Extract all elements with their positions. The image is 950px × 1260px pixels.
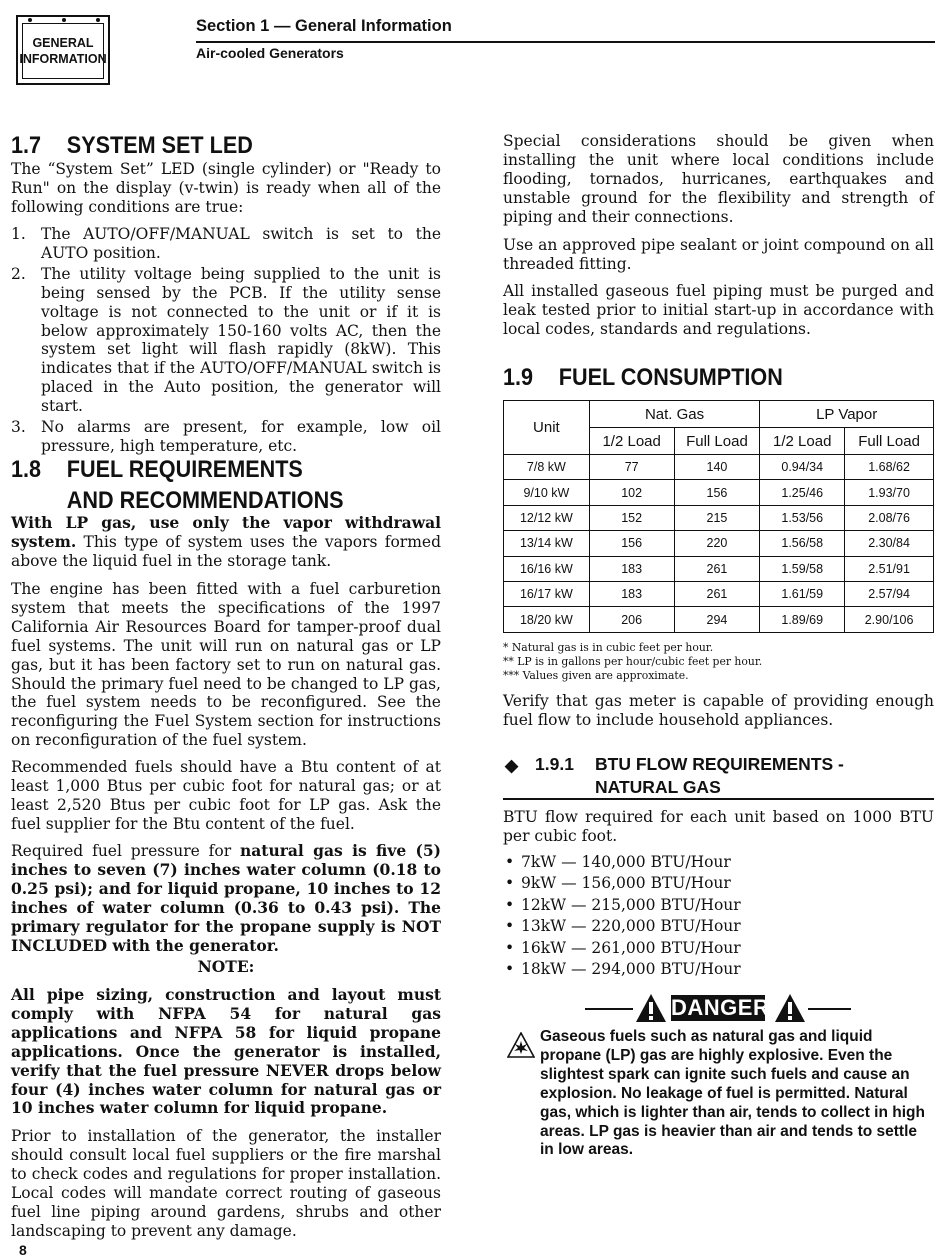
lp-vapor-bold: With LP gas, use only the vapor withdrawal system. bbox=[11, 513, 441, 551]
lp-vapor-header: LP Vapor bbox=[760, 401, 934, 428]
table-cell: 18/20 kW bbox=[504, 607, 590, 632]
heading-number: 1.8 bbox=[11, 456, 42, 483]
heading-number: 1.9 bbox=[503, 364, 534, 391]
special-considerations-paragraph: Special considerations should be given when installing the unit where local conditions include flooding, tornados, hurricanes, earthquakes and unstable ground for the flexibility and strength of piping and their connections. bbox=[503, 132, 934, 226]
table-cell: 102 bbox=[589, 480, 674, 505]
table-cell: 261 bbox=[674, 581, 760, 606]
lp-half-load-header: 1/2 Load bbox=[760, 428, 845, 455]
section-subtitle: Air-cooled Generators bbox=[196, 45, 344, 61]
warning-triangle-icon bbox=[635, 992, 667, 1024]
lp-vapor-rest: This type of system uses the vapors formed above the liquid fuel in the storage tank. bbox=[11, 532, 441, 570]
btu-flow-intro: BTU flow required for each unit based on 1000 BTU per cubic foot. bbox=[503, 808, 934, 845]
danger-label: DANGER bbox=[671, 995, 770, 1020]
heading-1-7 bbox=[11, 131, 253, 161]
list-text: The AUTO/OFF/MANUAL switch is set to the AUTO position. bbox=[41, 225, 441, 262]
table-row bbox=[504, 581, 934, 606]
badge-line1: GENERAL bbox=[32, 36, 94, 50]
footnote: ** LP is in gallons per hour/cubic feet per hour. bbox=[503, 655, 763, 668]
table-cell: 206 bbox=[589, 607, 674, 632]
table-cell: 2.90/106 bbox=[845, 607, 934, 632]
header-rule bbox=[196, 41, 935, 43]
list-number: 2. bbox=[11, 264, 26, 283]
table-cell: 152 bbox=[589, 505, 674, 530]
heading-title-line1: FUEL REQUIREMENTS bbox=[66, 456, 303, 483]
heading-number: 1.7 bbox=[11, 132, 42, 159]
table-cell: 1.61/59 bbox=[760, 581, 845, 606]
badge-dot bbox=[96, 18, 100, 22]
carburetion-paragraph: The engine has been fitted with a fuel carburetion system that meets the specifications of the 1997 California Air Resources Board for tamper-proof dual fuel systems. The unit will run on natural gas or LP gas, but it has been factory set to run on natural gas. Should the primary fuel need to be changed to LP gas, the fuel system needs to be reconfigured. See the reconfiguring the Fuel System section for instructions on reconfiguration of the fuel system. bbox=[11, 580, 441, 750]
list-item: • 7kW — 140,000 BTU/Hour bbox=[503, 852, 741, 873]
table-row bbox=[504, 505, 934, 530]
table-cell: 294 bbox=[674, 607, 760, 632]
fuel-pressure-plain: Required fuel pressure for bbox=[11, 842, 240, 860]
unit-header: Unit bbox=[504, 401, 590, 455]
page-number: 8 bbox=[19, 1242, 27, 1258]
table-cell: 16/17 kW bbox=[504, 581, 590, 606]
list-item bbox=[11, 265, 441, 416]
table-cell: 2.30/84 bbox=[845, 531, 934, 556]
explosion-hazard-icon bbox=[507, 1032, 535, 1058]
list-item bbox=[11, 418, 441, 456]
lp-full-load-header: Full Load bbox=[845, 428, 934, 455]
heading-title-line2: AND RECOMMENDATIONS bbox=[66, 487, 344, 514]
fuel-pressure-bold: natural gas is five (5) inches to seven (7) inches water column (0.18 to 0.25 psi); and for liquid propane, 10 inches to 12 inches of water column (0.36 to 0.43 psi). The primary regulator for the propane supply is NOT INCLUDED with the generator. bbox=[11, 841, 441, 955]
table-cell: 1.25/46 bbox=[760, 480, 845, 505]
table-cell: 183 bbox=[589, 581, 674, 606]
table-cell: 2.08/76 bbox=[845, 505, 934, 530]
table-cell: 13/14 kW bbox=[504, 531, 590, 556]
heading-number: 1.9.1 bbox=[535, 754, 574, 774]
list-item: • 18kW — 294,000 BTU/Hour bbox=[503, 959, 741, 980]
badge-line2: INFORMATION bbox=[19, 52, 107, 66]
heading-1-9-1 bbox=[503, 752, 934, 800]
table-cell: 2.51/91 bbox=[845, 556, 934, 581]
heading-1-8 bbox=[11, 455, 303, 485]
warning-triangle-icon bbox=[774, 992, 806, 1024]
danger-text: Gaseous fuels such as natural gas and liquid propane (LP) gas are highly explosive. Even the slightest spark can ignite such fuels and cause an explosion. No leakage of fuel is permitted. Natural gas, which is lighter than air, tends to collect in high areas. LP gas is heavier than air and tends to settle in low areas. bbox=[540, 1028, 925, 1159]
footnote: *** Values given are approximate. bbox=[503, 669, 689, 682]
footnote: * Natural gas is in cubic feet per hour. bbox=[503, 641, 714, 654]
section-badge bbox=[16, 15, 110, 85]
table-cell: 16/16 kW bbox=[504, 556, 590, 581]
diamond-bullet-icon: ◆ bbox=[505, 756, 519, 775]
table-row bbox=[504, 556, 934, 581]
btu-flow-list bbox=[503, 852, 741, 980]
table-row bbox=[504, 607, 934, 632]
gas-meter-paragraph: Verify that gas meter is capable of providing enough fuel flow to include household appliances. bbox=[503, 692, 934, 729]
heading-title: SYSTEM SET LED bbox=[66, 132, 253, 159]
list-number: 3. bbox=[11, 418, 26, 437]
table-cell: 1.89/69 bbox=[760, 607, 845, 632]
table-cell: 1.53/56 bbox=[760, 505, 845, 530]
table-cell: 215 bbox=[674, 505, 760, 530]
section-title: Section 1 — General Information bbox=[196, 17, 452, 35]
table-cell: 1.59/58 bbox=[760, 556, 845, 581]
table-cell: 2.57/94 bbox=[845, 581, 934, 606]
table-cell: 0.94/34 bbox=[760, 455, 845, 480]
heading-title: FUEL CONSUMPTION bbox=[558, 364, 783, 391]
table-row bbox=[504, 531, 934, 556]
lp-vapor-paragraph bbox=[11, 514, 441, 571]
list-text: No alarms are present, for example, low oil pressure, high temperature, etc. bbox=[41, 418, 441, 455]
danger-banner bbox=[585, 992, 851, 1026]
table-row bbox=[504, 480, 934, 505]
badge-dot bbox=[62, 18, 66, 22]
note-label: NOTE: bbox=[197, 957, 255, 976]
table-header-row bbox=[504, 401, 934, 428]
sealant-paragraph: Use an approved pipe sealant or joint compound on all threaded fitting. bbox=[503, 236, 934, 273]
list-item: • 13kW — 220,000 BTU/Hour bbox=[503, 916, 741, 937]
table-cell: 140 bbox=[674, 455, 760, 480]
list-item: • 9kW — 156,000 BTU/Hour bbox=[503, 873, 741, 894]
table-cell: 9/10 kW bbox=[504, 480, 590, 505]
table-cell: 220 bbox=[674, 531, 760, 556]
list-item: • 12kW — 215,000 BTU/Hour bbox=[503, 895, 741, 916]
fuel-consumption-table bbox=[503, 400, 934, 633]
conditions-list bbox=[11, 225, 441, 458]
badge-label bbox=[19, 23, 107, 79]
table-cell: 1.93/70 bbox=[845, 480, 934, 505]
badge-dot bbox=[28, 18, 32, 22]
table-cell: 261 bbox=[674, 556, 760, 581]
table-cell: 7/8 kW bbox=[504, 455, 590, 480]
table-cell: 1.68/62 bbox=[845, 455, 934, 480]
natgas-half-load-header: 1/2 Load bbox=[589, 428, 674, 455]
sec17-intro: The “System Set” LED (single cylinder) or "Ready to Run" on the display (v-twin) is ready when all of the following conditions are true: bbox=[11, 160, 441, 216]
heading-1-9 bbox=[503, 363, 783, 393]
installer-paragraph: Prior to installation of the generator, the installer should consult local fuel suppliers or the fire marshal to check codes and regulations for proper installation. Local codes will mandate correct routing of gaseous fuel line piping around gardens, shrubs and other landscaping to prevent any damage. bbox=[11, 1127, 441, 1240]
table-cell: 156 bbox=[589, 531, 674, 556]
list-text: The utility voltage being supplied to the unit is being sensed by the PCB. If the utility sense voltage is not connected to the unit or if it is below approximately 150-160 volts AC, then the system set light will flash rapidly (8kW). This indicates that if the AUTO/OFF/MANUAL switch is placed in the Auto position, the generator will start. bbox=[41, 264, 441, 416]
fuel-pressure-paragraph bbox=[11, 842, 441, 955]
purge-paragraph: All installed gaseous fuel piping must be purged and leak tested prior to initial start-up in accordance with local codes, standards and regulations. bbox=[503, 282, 934, 338]
banner-rule bbox=[585, 1008, 633, 1010]
table-cell: 156 bbox=[674, 480, 760, 505]
natgas-header: Nat. Gas bbox=[589, 401, 760, 428]
heading-title-line2: NATURAL GAS bbox=[595, 777, 721, 797]
list-item: • 16kW — 261,000 BTU/Hour bbox=[503, 938, 741, 959]
list-item bbox=[11, 225, 441, 263]
heading-title-line1: BTU FLOW REQUIREMENTS - bbox=[595, 754, 844, 774]
note-text: All pipe sizing, construction and layout must comply with NFPA 54 for natural gas applications and NFPA 58 for liquid propane applications. Once the generator is installed, verify that the fuel pressure NEVER drops below four (4) inches water column for natural gas or 10 inches water column for liquid propane. bbox=[11, 985, 441, 1118]
table-row bbox=[504, 455, 934, 480]
table-cell: 1.56/58 bbox=[760, 531, 845, 556]
natgas-full-load-header: Full Load bbox=[674, 428, 760, 455]
table-cell: 183 bbox=[589, 556, 674, 581]
banner-rule bbox=[808, 1008, 851, 1010]
btu-content-paragraph: Recommended fuels should have a Btu content of at least 1,000 Btus per cubic foot for natural gas; or at least 2,520 Btus per cubic foot for LP gas. Ask the fuel supplier for the Btu content of the fuel. bbox=[11, 758, 441, 833]
table-cell: 77 bbox=[589, 455, 674, 480]
list-number: 1. bbox=[11, 225, 26, 243]
heading-1-8-line2 bbox=[11, 486, 344, 516]
table-cell: 12/12 kW bbox=[504, 505, 590, 530]
